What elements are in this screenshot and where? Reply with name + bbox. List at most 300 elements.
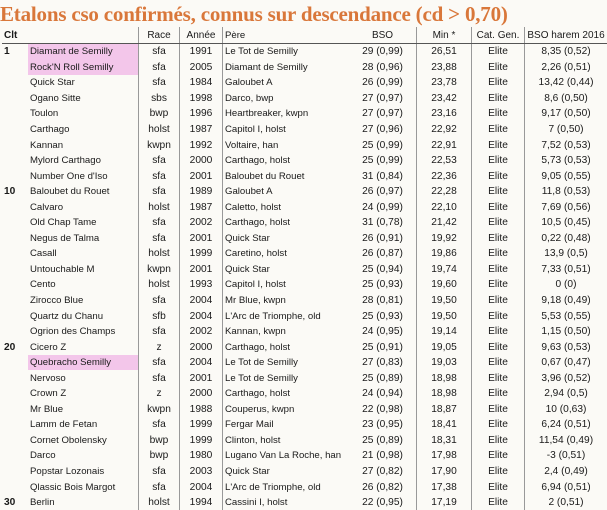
table-row — [2, 137, 607, 153]
year-cell: 2005 — [180, 60, 223, 76]
category-cell: Elite — [472, 262, 525, 278]
harem-cell: 5,73 (0,53) — [525, 153, 607, 169]
col-header-name — [28, 27, 139, 44]
rank-cell — [2, 60, 28, 76]
min-cell: 19,60 — [417, 277, 472, 293]
table-row — [2, 308, 607, 324]
rank-cell: 20 — [2, 339, 28, 355]
rank-cell — [2, 262, 28, 278]
rank-cell — [2, 246, 28, 262]
horse-name-cell: Old Chap Tame — [28, 215, 139, 231]
horse-name-cell: Lamm de Fetan — [28, 417, 139, 433]
year-cell: 2001 — [180, 231, 223, 247]
harem-cell: -3 (0,51) — [525, 448, 607, 464]
rank-cell — [2, 448, 28, 464]
year-cell: 2000 — [180, 153, 223, 169]
sire-cell: Le Tot de Semilly — [223, 355, 350, 371]
horse-name-cell: Cornet Obolensky — [28, 433, 139, 449]
table-row — [2, 231, 607, 247]
min-cell: 19,05 — [417, 339, 472, 355]
bso-cell: 27 (0,82) — [349, 464, 417, 480]
min-cell: 26,51 — [417, 44, 472, 60]
category-cell: Elite — [472, 231, 525, 247]
bso-cell: 25 (0,89) — [349, 433, 417, 449]
table-row — [2, 370, 607, 386]
col-header-category: Cat. Gen. — [472, 27, 525, 44]
table-row — [2, 91, 607, 107]
sire-cell: Darco, bwp — [223, 91, 350, 107]
horse-name-cell: Ogano Sitte — [28, 91, 139, 107]
rank-cell — [2, 308, 28, 324]
min-cell: 17,19 — [417, 495, 472, 510]
horse-name-cell: Cicero Z — [28, 339, 139, 355]
race-cell: holst — [139, 495, 180, 510]
race-cell: z — [139, 339, 180, 355]
page-title: Etalons cso confirmés, connus sur descendance (cd > 0,70) — [0, 2, 567, 27]
race-cell: sfa — [139, 153, 180, 169]
bso-cell: 27 (0,97) — [349, 106, 417, 122]
category-cell: Elite — [472, 168, 525, 184]
min-cell: 17,38 — [417, 479, 472, 495]
sire-cell: Le Tot de Semilly — [223, 44, 350, 60]
min-cell: 18,98 — [417, 386, 472, 402]
horse-name-cell: Cento — [28, 277, 139, 293]
bso-cell: 27 (0,96) — [349, 122, 417, 138]
table-row — [2, 355, 607, 371]
rank-cell — [2, 137, 28, 153]
bso-cell: 31 (0,84) — [349, 168, 417, 184]
year-cell: 2003 — [180, 464, 223, 480]
rank-cell — [2, 293, 28, 309]
year-cell: 2002 — [180, 215, 223, 231]
race-cell: holst — [139, 277, 180, 293]
harem-cell: 9,63 (0,53) — [525, 339, 607, 355]
bso-cell: 25 (0,91) — [349, 339, 417, 355]
bso-cell: 27 (0,97) — [349, 91, 417, 107]
rank-cell — [2, 75, 28, 91]
category-cell: Elite — [472, 402, 525, 418]
min-cell: 18,41 — [417, 417, 472, 433]
race-cell: holst — [139, 246, 180, 262]
sire-cell: Couperus, kwpn — [223, 402, 350, 418]
race-cell: sfa — [139, 184, 180, 200]
harem-cell: 0,67 (0,47) — [525, 355, 607, 371]
table-row — [2, 495, 607, 510]
min-cell: 19,14 — [417, 324, 472, 340]
category-cell: Elite — [472, 106, 525, 122]
year-cell: 2004 — [180, 293, 223, 309]
table-row — [2, 277, 607, 293]
horse-name-cell: Untouchable M — [28, 262, 139, 278]
category-cell: Elite — [472, 293, 525, 309]
sire-cell: Heartbreaker, kwpn — [223, 106, 350, 122]
year-cell: 1993 — [180, 277, 223, 293]
rank-cell — [2, 122, 28, 138]
year-cell: 1980 — [180, 448, 223, 464]
year-cell: 2000 — [180, 339, 223, 355]
category-cell: Elite — [472, 308, 525, 324]
bso-cell: 22 (0,95) — [349, 495, 417, 510]
sire-cell: Baloubet du Rouet — [223, 168, 350, 184]
sire-cell: Voltaire, han — [223, 137, 350, 153]
min-cell: 22,91 — [417, 137, 472, 153]
min-cell: 22,36 — [417, 168, 472, 184]
min-cell: 23,16 — [417, 106, 472, 122]
race-cell: bwp — [139, 433, 180, 449]
sire-cell: Lugano Van La Roche, han — [223, 448, 350, 464]
year-cell: 2004 — [180, 479, 223, 495]
category-cell: Elite — [472, 277, 525, 293]
race-cell: sfa — [139, 324, 180, 340]
bso-cell: 25 (0,89) — [349, 370, 417, 386]
min-cell: 18,87 — [417, 402, 472, 418]
year-cell: 2004 — [180, 355, 223, 371]
table-row — [2, 199, 607, 215]
year-cell: 2000 — [180, 386, 223, 402]
race-cell: sfa — [139, 293, 180, 309]
sire-cell: Carthago, holst — [223, 339, 350, 355]
sire-cell: Fergar Mail — [223, 417, 350, 433]
sire-cell: Capitol I, holst — [223, 122, 350, 138]
category-cell: Elite — [472, 355, 525, 371]
bso-cell: 24 (0,99) — [349, 199, 417, 215]
bso-cell: 22 (0,98) — [349, 402, 417, 418]
category-cell: Elite — [472, 433, 525, 449]
min-cell: 22,28 — [417, 184, 472, 200]
year-cell: 1987 — [180, 122, 223, 138]
sire-cell: Carthago, holst — [223, 386, 350, 402]
harem-cell: 7,33 (0,51) — [525, 262, 607, 278]
rank-cell — [2, 386, 28, 402]
sire-cell: Caretino, holst — [223, 246, 350, 262]
harem-cell: 3,96 (0,52) — [525, 370, 607, 386]
bso-cell: 26 (0,97) — [349, 184, 417, 200]
rank-cell: 1 — [2, 44, 28, 60]
min-cell: 23,78 — [417, 75, 472, 91]
table-row — [2, 448, 607, 464]
horse-name-cell: Quick Star — [28, 75, 139, 91]
horse-name-cell: Calvaro — [28, 199, 139, 215]
harem-cell: 6,94 (0,51) — [525, 479, 607, 495]
col-header-race: Race — [139, 27, 180, 44]
bso-cell: 29 (0,99) — [349, 44, 417, 60]
race-cell: kwpn — [139, 402, 180, 418]
harem-cell: 13,9 (0,5) — [525, 246, 607, 262]
table-row — [2, 184, 607, 200]
horse-name-cell: Toulon — [28, 106, 139, 122]
stallion-table — [2, 27, 607, 510]
bso-cell: 25 (0,94) — [349, 262, 417, 278]
table-row — [2, 215, 607, 231]
category-cell: Elite — [472, 122, 525, 138]
race-cell: sfa — [139, 44, 180, 60]
min-cell: 22,92 — [417, 122, 472, 138]
table-row — [2, 417, 607, 433]
min-cell: 19,50 — [417, 293, 472, 309]
harem-cell: 8,35 (0,52) — [525, 44, 607, 60]
year-cell: 1992 — [180, 137, 223, 153]
rank-cell: 10 — [2, 184, 28, 200]
col-header-sire: Père — [223, 27, 350, 44]
rank-cell — [2, 199, 28, 215]
year-cell: 1996 — [180, 106, 223, 122]
year-cell: 1998 — [180, 91, 223, 107]
year-cell: 1989 — [180, 184, 223, 200]
harem-cell: 2 (0,51) — [525, 495, 607, 510]
horse-name-cell: Baloubet du Rouet — [28, 184, 139, 200]
sire-cell: Carthago, holst — [223, 215, 350, 231]
sire-cell: Mr Blue, kwpn — [223, 293, 350, 309]
rank-cell — [2, 91, 28, 107]
category-cell: Elite — [472, 370, 525, 386]
race-cell: bwp — [139, 106, 180, 122]
harem-cell: 11,54 (0,49) — [525, 433, 607, 449]
race-cell: sfa — [139, 479, 180, 495]
min-cell: 19,03 — [417, 355, 472, 371]
table-row — [2, 246, 607, 262]
horse-name-cell: Kannan — [28, 137, 139, 153]
bso-cell: 26 (0,87) — [349, 246, 417, 262]
harem-cell: 6,24 (0,51) — [525, 417, 607, 433]
horse-name-cell: Zirocco Blue — [28, 293, 139, 309]
horse-name-cell: Carthago — [28, 122, 139, 138]
race-cell: sfa — [139, 417, 180, 433]
rank-cell — [2, 355, 28, 371]
rank-cell: 30 — [2, 495, 28, 510]
sire-cell: Galoubet A — [223, 75, 350, 91]
table-row — [2, 75, 607, 91]
rank-cell — [2, 464, 28, 480]
year-cell: 1994 — [180, 495, 223, 510]
min-cell: 19,86 — [417, 246, 472, 262]
horse-name-cell: Ogrion des Champs — [28, 324, 139, 340]
min-cell: 17,98 — [417, 448, 472, 464]
min-cell: 19,74 — [417, 262, 472, 278]
horse-name-cell: Berlin — [28, 495, 139, 510]
year-cell: 1999 — [180, 433, 223, 449]
year-cell: 1984 — [180, 75, 223, 91]
harem-cell: 7,52 (0,53) — [525, 137, 607, 153]
sire-cell: Kannan, kwpn — [223, 324, 350, 340]
race-cell: sfb — [139, 308, 180, 324]
harem-cell: 10 (0,63) — [525, 402, 607, 418]
table-row — [2, 153, 607, 169]
table-row — [2, 339, 607, 355]
race-cell: holst — [139, 199, 180, 215]
bso-cell: 28 (0,96) — [349, 60, 417, 76]
year-cell: 2001 — [180, 370, 223, 386]
bso-cell: 28 (0,81) — [349, 293, 417, 309]
year-cell: 2001 — [180, 168, 223, 184]
race-cell: sfa — [139, 231, 180, 247]
rank-cell — [2, 402, 28, 418]
table-row — [2, 464, 607, 480]
horse-name-cell: Mr Blue — [28, 402, 139, 418]
horse-name-cell: Rock'N Roll Semilly — [28, 60, 139, 76]
horse-name-cell: Popstar Lozonais — [28, 464, 139, 480]
year-cell: 2002 — [180, 324, 223, 340]
min-cell: 23,88 — [417, 60, 472, 76]
table-row — [2, 402, 607, 418]
bso-cell: 25 (0,93) — [349, 308, 417, 324]
horse-name-cell: Nervoso — [28, 370, 139, 386]
col-header-min: Min * — [417, 27, 472, 44]
harem-cell: 10,5 (0,45) — [525, 215, 607, 231]
table-row — [2, 324, 607, 340]
min-cell: 22,10 — [417, 199, 472, 215]
race-cell: holst — [139, 122, 180, 138]
sire-cell: Capitol I, holst — [223, 277, 350, 293]
category-cell: Elite — [472, 199, 525, 215]
year-cell: 1999 — [180, 246, 223, 262]
harem-cell: 2,4 (0,49) — [525, 464, 607, 480]
min-cell: 19,50 — [417, 308, 472, 324]
rank-cell — [2, 417, 28, 433]
sire-cell: Caletto, holst — [223, 199, 350, 215]
min-cell: 23,42 — [417, 91, 472, 107]
min-cell: 19,92 — [417, 231, 472, 247]
rank-cell — [2, 215, 28, 231]
category-cell: Elite — [472, 60, 525, 76]
sire-cell: Quick Star — [223, 464, 350, 480]
horse-name-cell: Quebracho Semilly — [28, 355, 139, 371]
harem-cell: 5,53 (0,55) — [525, 308, 607, 324]
harem-cell: 8,6 (0,50) — [525, 91, 607, 107]
table-row — [2, 293, 607, 309]
min-cell: 18,98 — [417, 370, 472, 386]
horse-name-cell: Crown Z — [28, 386, 139, 402]
category-cell: Elite — [472, 184, 525, 200]
bso-cell: 26 (0,91) — [349, 231, 417, 247]
race-cell: sfa — [139, 464, 180, 480]
table-row — [2, 479, 607, 495]
bso-cell: 26 (0,99) — [349, 75, 417, 91]
min-cell: 21,42 — [417, 215, 472, 231]
sire-cell: Carthago, holst — [223, 153, 350, 169]
harem-cell: 7 (0,50) — [525, 122, 607, 138]
table-row — [2, 44, 607, 60]
rank-cell — [2, 168, 28, 184]
bso-cell: 31 (0,78) — [349, 215, 417, 231]
rank-cell — [2, 106, 28, 122]
min-cell: 17,90 — [417, 464, 472, 480]
race-cell: sfa — [139, 168, 180, 184]
bso-cell: 25 (0,93) — [349, 277, 417, 293]
sire-cell: L'Arc de Triomphe, old — [223, 308, 350, 324]
year-cell: 1988 — [180, 402, 223, 418]
bso-cell: 23 (0,95) — [349, 417, 417, 433]
category-cell: Elite — [472, 91, 525, 107]
category-cell: Elite — [472, 246, 525, 262]
year-cell: 2004 — [180, 308, 223, 324]
category-cell: Elite — [472, 324, 525, 340]
harem-cell: 11,8 (0,53) — [525, 184, 607, 200]
horse-name-cell: Mylord Carthago — [28, 153, 139, 169]
category-cell: Elite — [472, 215, 525, 231]
rank-cell — [2, 153, 28, 169]
year-cell: 2001 — [180, 262, 223, 278]
horse-name-cell: Diamant de Semilly — [28, 44, 139, 60]
bso-cell: 24 (0,94) — [349, 386, 417, 402]
bso-cell: 27 (0,83) — [349, 355, 417, 371]
race-cell: kwpn — [139, 262, 180, 278]
category-cell: Elite — [472, 464, 525, 480]
bso-cell: 25 (0,99) — [349, 153, 417, 169]
category-cell: Elite — [472, 339, 525, 355]
table-row — [2, 262, 607, 278]
race-cell: sbs — [139, 91, 180, 107]
bso-cell: 21 (0,98) — [349, 448, 417, 464]
race-cell: sfa — [139, 215, 180, 231]
harem-cell: 13,42 (0,44) — [525, 75, 607, 91]
bso-cell: 26 (0,82) — [349, 479, 417, 495]
harem-cell: 0,22 (0,48) — [525, 231, 607, 247]
category-cell: Elite — [472, 75, 525, 91]
category-cell: Elite — [472, 44, 525, 60]
rank-cell — [2, 433, 28, 449]
sire-cell: Quick Star — [223, 231, 350, 247]
sire-cell: Diamant de Semilly — [223, 60, 350, 76]
bso-cell: 24 (0,95) — [349, 324, 417, 340]
harem-cell: 0 (0) — [525, 277, 607, 293]
horse-name-cell: Qlassic Bois Margot — [28, 479, 139, 495]
min-cell: 22,53 — [417, 153, 472, 169]
harem-cell: 1,15 (0,50) — [525, 324, 607, 340]
category-cell: Elite — [472, 448, 525, 464]
horse-name-cell: Number One d'Iso — [28, 168, 139, 184]
rank-cell — [2, 324, 28, 340]
race-cell: sfa — [139, 75, 180, 91]
harem-cell: 9,17 (0,50) — [525, 106, 607, 122]
col-header-harem: BSO harem 2016 — [525, 27, 607, 44]
sire-cell: Galoubet A — [223, 184, 350, 200]
rank-cell — [2, 231, 28, 247]
horse-name-cell: Darco — [28, 448, 139, 464]
horse-name-cell: Quartz du Chanu — [28, 308, 139, 324]
table-row — [2, 106, 607, 122]
rank-cell — [2, 277, 28, 293]
category-cell: Elite — [472, 386, 525, 402]
harem-cell: 7,69 (0,56) — [525, 199, 607, 215]
harem-cell: 9,18 (0,49) — [525, 293, 607, 309]
horse-name-cell: Negus de Talma — [28, 231, 139, 247]
bso-cell: 25 (0,99) — [349, 137, 417, 153]
horse-name-cell: Casall — [28, 246, 139, 262]
category-cell: Elite — [472, 417, 525, 433]
category-cell: Elite — [472, 137, 525, 153]
table-header — [2, 27, 607, 44]
table-row — [2, 122, 607, 138]
year-cell: 1987 — [180, 199, 223, 215]
race-cell: kwpn — [139, 137, 180, 153]
year-cell: 1999 — [180, 417, 223, 433]
table-row — [2, 168, 607, 184]
category-cell: Elite — [472, 495, 525, 510]
sire-cell: Le Tot de Semilly — [223, 370, 350, 386]
col-header-bso: BSO — [349, 27, 417, 44]
race-cell: z — [139, 386, 180, 402]
category-cell: Elite — [472, 153, 525, 169]
year-cell: 1991 — [180, 44, 223, 60]
race-cell: bwp — [139, 448, 180, 464]
harem-cell: 2,26 (0,51) — [525, 60, 607, 76]
col-header-rank: Clt — [2, 27, 28, 44]
race-cell: sfa — [139, 370, 180, 386]
sire-cell: L'Arc de Triomphe, old — [223, 479, 350, 495]
harem-cell: 9,05 (0,55) — [525, 168, 607, 184]
table-row — [2, 433, 607, 449]
sire-cell: Clinton, holst — [223, 433, 350, 449]
